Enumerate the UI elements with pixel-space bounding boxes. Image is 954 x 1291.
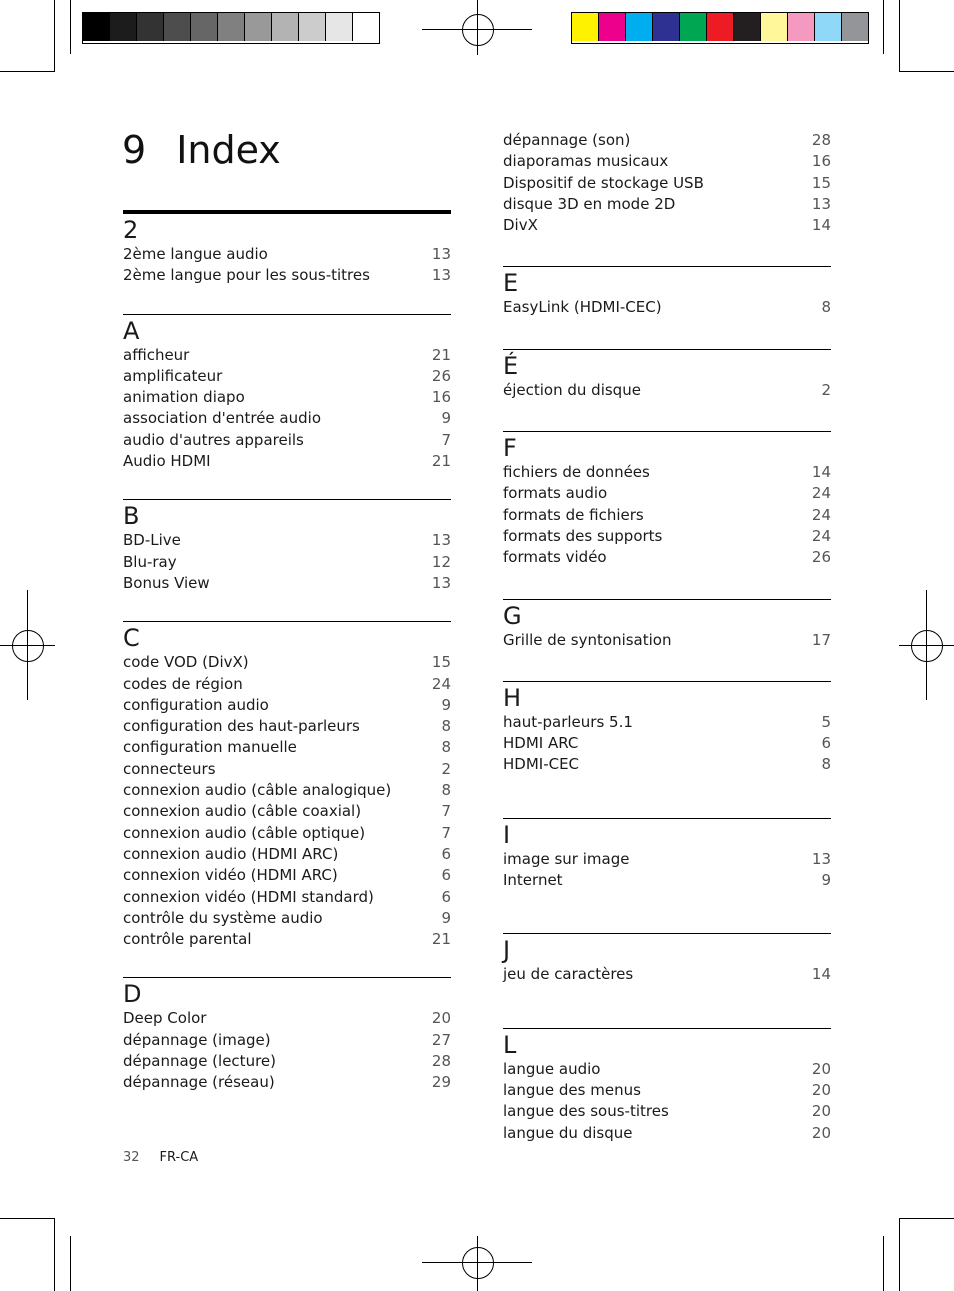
index-page-number: 13 [431, 531, 451, 550]
crop-mark [899, 1218, 900, 1291]
index-page-number: 24 [811, 526, 831, 545]
index-page-number: 9 [441, 409, 451, 428]
index-section [123, 977, 451, 1093]
index-term: audio d'autres appareils [123, 430, 304, 449]
index-continuation [503, 130, 831, 236]
color-swatch [734, 13, 761, 41]
index-term: configuration audio [123, 695, 269, 714]
index-page-number: 12 [431, 552, 451, 571]
index-entry [503, 1059, 831, 1080]
index-term: connexion audio (HDMI ARC) [123, 844, 339, 863]
index-page-number: 24 [431, 674, 451, 693]
index-entry [123, 366, 451, 387]
index-page-number: 13 [431, 245, 451, 263]
index-entry [123, 345, 451, 366]
index-entry [123, 430, 451, 451]
index-column-right [503, 130, 831, 1144]
index-page-number: 24 [811, 505, 831, 524]
index-entry [123, 759, 451, 780]
section-letter: L [503, 1030, 517, 1059]
color-swatch [653, 13, 680, 41]
index-page-number: 16 [811, 152, 831, 171]
index-entry [503, 870, 831, 891]
index-term: Audio HDMI [123, 452, 211, 471]
index-term: connexion audio (câble analogique) [123, 781, 392, 800]
index-entry [123, 887, 451, 908]
color-swatch [245, 13, 272, 41]
index-entry [123, 265, 451, 286]
index-section [503, 599, 831, 651]
index-section [503, 933, 831, 985]
index-entry [123, 780, 451, 801]
index-page-number: 13 [431, 573, 451, 592]
index-page-number: 8 [821, 755, 831, 774]
index-entry [503, 1123, 831, 1144]
index-section [503, 1028, 831, 1144]
index-entry [123, 908, 451, 929]
index-entry [123, 1030, 451, 1051]
index-page-number: 20 [431, 1009, 451, 1028]
index-term: connexion audio (câble optique) [123, 823, 366, 842]
index-term: dépannage (réseau) [123, 1073, 275, 1092]
index-term: DivX [503, 216, 538, 235]
index-page-number: 8 [441, 781, 451, 800]
index-page-number: 21 [431, 930, 451, 949]
index-entry [123, 865, 451, 886]
index-term: BD-Live [123, 531, 181, 550]
crop-mark [0, 71, 55, 72]
section-letter: B [123, 502, 140, 531]
index-entry [503, 380, 831, 401]
index-page-number: 2 [441, 759, 451, 778]
section-letter: A [123, 316, 140, 345]
index-entry [503, 712, 831, 733]
grayscale-color-bar [82, 12, 380, 44]
index-page-number: 6 [821, 734, 831, 753]
index-term: Dispositif de stockage USB [503, 173, 704, 192]
index-term: langue des menus [503, 1080, 641, 1099]
index-term: dépannage (son) [503, 131, 631, 149]
index-entry [503, 462, 831, 483]
index-column-left [123, 210, 451, 1094]
index-term: amplificateur [123, 366, 223, 385]
index-entry [123, 451, 451, 472]
index-entry [503, 964, 831, 985]
chapter-number: 9 [122, 128, 147, 172]
index-section [503, 431, 831, 568]
crop-mark [883, 0, 884, 54]
index-term: diaporamas musicaux [503, 152, 669, 171]
index-term: 2ème langue pour les sous-titres [123, 266, 370, 285]
crop-mark [70, 0, 71, 54]
color-swatch [110, 13, 137, 41]
index-page-number: 28 [431, 1052, 451, 1071]
index-term: contrôle du système audio [123, 908, 323, 927]
color-swatch [680, 13, 707, 41]
index-page-number: 8 [441, 717, 451, 736]
index-page-number: 6 [441, 887, 451, 906]
index-term: haut-parleurs 5.1 [503, 712, 633, 731]
index-page-number: 17 [811, 630, 831, 649]
process-color-bar [571, 12, 869, 44]
index-page-number: 7 [441, 430, 451, 449]
section-letter: G [503, 601, 522, 630]
index-entry [123, 716, 451, 737]
color-swatch [326, 13, 353, 41]
index-section [123, 499, 451, 594]
index-term: langue des sous-titres [503, 1102, 669, 1121]
color-swatch [353, 13, 379, 41]
index-page-number: 5 [821, 712, 831, 731]
index-page-number: 16 [431, 388, 451, 407]
color-swatch [299, 13, 326, 41]
crop-mark [899, 0, 900, 72]
index-term: dépannage (lecture) [123, 1052, 276, 1071]
section-letter: É [503, 351, 519, 380]
page-footer [123, 1150, 198, 1165]
page-number: 32 [123, 1150, 140, 1165]
index-term: HDMI ARC [503, 734, 579, 753]
index-entry [503, 173, 831, 194]
index-section [503, 681, 831, 776]
index-entry [123, 929, 451, 950]
index-entry [503, 215, 831, 236]
index-entry [123, 737, 451, 758]
index-page-number: 14 [811, 965, 831, 984]
index-term: formats de fichiers [503, 505, 644, 524]
index-section [123, 210, 451, 287]
index-entry [123, 1051, 451, 1072]
index-term: langue audio [503, 1059, 601, 1078]
index-page-number: 8 [821, 298, 831, 317]
index-entry [123, 801, 451, 822]
index-page-number: 29 [431, 1073, 451, 1092]
section-letter: D [123, 980, 142, 1009]
color-swatch [599, 13, 626, 41]
index-page-number: 7 [441, 802, 451, 821]
index-page-number: 14 [811, 463, 831, 482]
index-entry [503, 151, 831, 172]
index-page-number: 24 [811, 484, 831, 503]
index-term: connexion vidéo (HDMI standard) [123, 887, 374, 906]
index-term: connexion audio (câble coaxial) [123, 802, 362, 821]
index-entry [503, 526, 831, 547]
index-entry [503, 297, 831, 318]
index-page-number: 8 [441, 738, 451, 757]
index-page-number: 26 [811, 548, 831, 567]
crop-mark [54, 1218, 55, 1291]
index-term: codes de région [123, 674, 243, 693]
index-section [503, 349, 831, 401]
index-term: Internet [503, 871, 563, 890]
index-entry [503, 754, 831, 775]
index-entry [503, 1080, 831, 1101]
index-term: configuration manuelle [123, 738, 297, 757]
color-swatch [842, 13, 868, 41]
index-page-number: 20 [811, 1123, 831, 1142]
section-letter: 2 [123, 216, 139, 244]
index-term: dépannage (image) [123, 1030, 271, 1049]
index-term: formats audio [503, 484, 608, 503]
color-swatch [83, 13, 110, 41]
index-page-number: 20 [811, 1059, 831, 1078]
index-entry [123, 1008, 451, 1029]
section-letter: H [503, 683, 522, 712]
index-entry [123, 652, 451, 673]
index-page-number: 20 [811, 1102, 831, 1121]
index-page-number: 6 [441, 866, 451, 885]
index-section [123, 621, 451, 950]
index-entry [123, 573, 451, 594]
section-letter: F [503, 434, 517, 463]
index-term: animation diapo [123, 388, 245, 407]
index-page-number: 21 [431, 452, 451, 471]
index-entry [503, 505, 831, 526]
crop-mark [70, 1236, 71, 1291]
index-entry [503, 483, 831, 504]
index-page-number: 13 [811, 194, 831, 213]
index-term: connecteurs [123, 759, 216, 778]
index-term: formats vidéo [503, 548, 607, 567]
index-term: HDMI-CEC [503, 755, 580, 774]
index-page-number: 14 [811, 216, 831, 235]
index-term: 2ème langue audio [123, 245, 268, 263]
index-term: disque 3D en mode 2D [503, 194, 676, 213]
color-swatch [218, 13, 245, 41]
index-entry [123, 695, 451, 716]
index-page-number: 27 [431, 1030, 451, 1049]
index-page-number: 13 [811, 849, 831, 868]
index-entry [503, 194, 831, 215]
crop-mark [899, 1218, 954, 1219]
color-swatch [761, 13, 788, 41]
index-entry [503, 130, 831, 151]
index-page-number: 15 [431, 653, 451, 672]
color-swatch [626, 13, 653, 41]
index-page-number: 2 [821, 380, 831, 399]
index-term: EasyLink (HDMI-CEC) [503, 298, 662, 317]
index-term: association d'entrée audio [123, 409, 321, 428]
index-page-number: 9 [441, 908, 451, 927]
color-swatch [815, 13, 842, 41]
index-entry [123, 552, 451, 573]
color-swatch [164, 13, 191, 41]
locale-code: FR-CA [159, 1150, 199, 1165]
index-entry [123, 387, 451, 408]
chapter-title: Index [176, 128, 281, 172]
crop-mark [0, 1218, 55, 1219]
index-term: code VOD (DivX) [123, 653, 249, 672]
index-entry [123, 844, 451, 865]
index-term: Deep Color [123, 1009, 207, 1028]
index-entry [123, 408, 451, 429]
color-swatch [788, 13, 815, 41]
index-entry [123, 674, 451, 695]
index-term: contrôle parental [123, 930, 252, 949]
color-swatch [191, 13, 218, 41]
section-letter: J [503, 936, 511, 965]
index-term: langue du disque [503, 1123, 633, 1142]
index-entry [123, 823, 451, 844]
index-entry [503, 547, 831, 568]
index-term: configuration des haut-parleurs [123, 717, 360, 736]
index-section [123, 314, 451, 473]
index-term: éjection du disque [503, 380, 641, 399]
index-section [503, 818, 831, 892]
index-entry [123, 1072, 451, 1093]
color-swatch [707, 13, 734, 41]
index-term: fichiers de données [503, 463, 650, 482]
index-term: Blu-ray [123, 552, 177, 571]
index-entry [123, 530, 451, 551]
index-page-number: 21 [431, 345, 451, 364]
index-page-number: 20 [811, 1080, 831, 1099]
section-letter: I [503, 820, 511, 849]
section-letter: E [503, 269, 519, 298]
index-term: jeu de caractères [503, 965, 634, 984]
index-section [503, 266, 831, 318]
index-entry [123, 244, 451, 265]
color-swatch [572, 13, 599, 41]
color-swatch [137, 13, 164, 41]
section-letter: C [123, 624, 140, 653]
index-term: connexion vidéo (HDMI ARC) [123, 866, 338, 885]
crop-mark [883, 1236, 884, 1291]
index-page-number: 6 [441, 844, 451, 863]
index-page-number: 9 [821, 871, 831, 890]
index-term: afficheur [123, 345, 190, 364]
index-page-number: 13 [431, 266, 451, 285]
index-entry [503, 849, 831, 870]
index-page-number: 7 [441, 823, 451, 842]
color-swatch [272, 13, 299, 41]
index-term: image sur image [503, 849, 630, 868]
index-term: formats des supports [503, 526, 663, 545]
index-entry [503, 1101, 831, 1122]
index-term: Grille de syntonisation [503, 630, 672, 649]
index-entry [503, 733, 831, 754]
crop-mark [899, 71, 954, 72]
crop-mark [54, 0, 55, 72]
page-title [122, 128, 281, 172]
index-entry [503, 630, 831, 651]
index-page-number: 9 [441, 695, 451, 714]
index-page-number: 28 [811, 131, 831, 149]
index-page-number: 26 [431, 366, 451, 385]
index-page-number: 15 [811, 173, 831, 192]
index-term: Bonus View [123, 573, 210, 592]
